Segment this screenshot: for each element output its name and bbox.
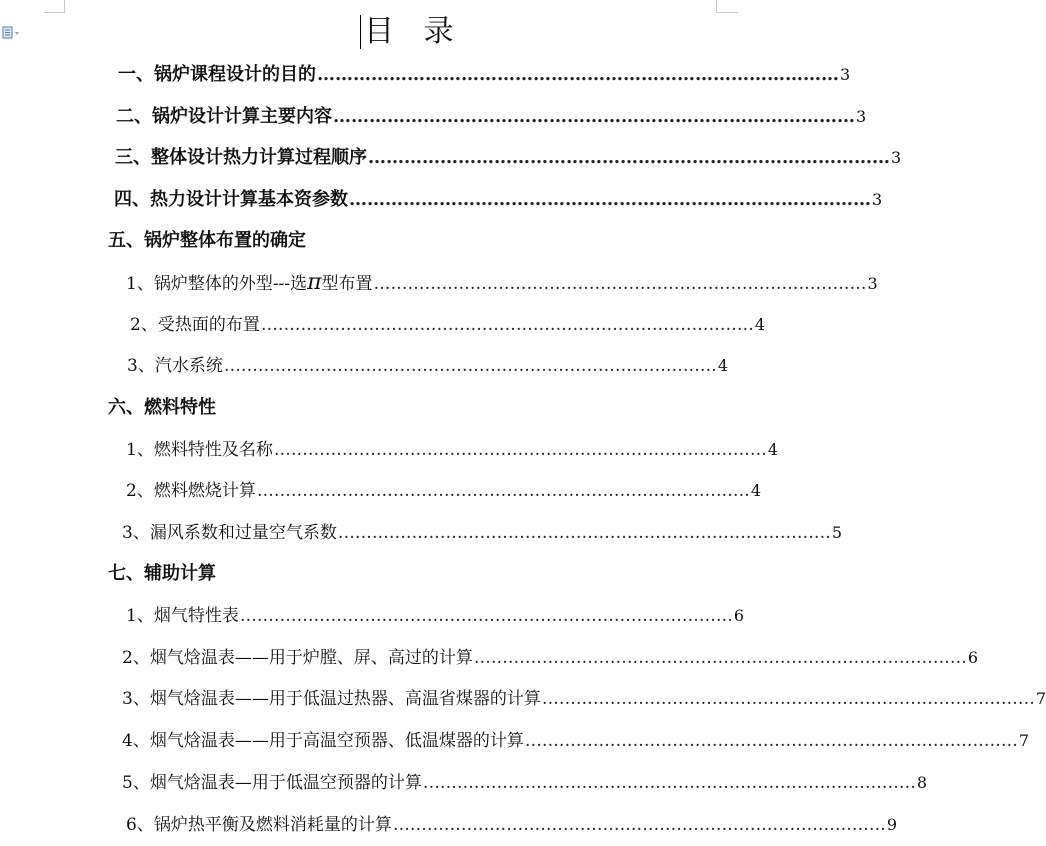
toc-entry-text: 2、烟气焓温表——用于炉膛、屏、高过的计算 <box>122 648 473 668</box>
toc-page-number: 3 <box>867 274 878 293</box>
toc-entry[interactable]: 2、受热面的布置 …………………………………………………………………………… 4 <box>130 312 662 338</box>
toc-page-number: 6 <box>733 606 745 625</box>
text-cursor <box>360 15 361 49</box>
toc-entry-text: 三、整体设计热力计算过程顺序 <box>115 147 367 168</box>
toc-entry-text: 2、燃料燃烧计算 <box>126 481 256 501</box>
toc-entry[interactable]: 1、锅炉整体的外型---选π型布置 …………………………………………………………………………… 3 <box>126 270 878 295</box>
toc-entry[interactable]: 三、整体设计热力计算过程顺序 …………………………………………………………………………… 3 <box>115 145 664 171</box>
toc-entry[interactable]: 3、汽水系统 …………………………………………………………………………… 4 <box>127 353 662 379</box>
toc-entry[interactable]: 4、烟气焓温表——用于高温空预器、低温煤器的计算 …………………………………………………………………………… 7 <box>122 728 664 754</box>
crop-mark-left-vertical <box>64 0 65 12</box>
toc-entry-text: 1、燃料特性及名称 <box>126 440 273 460</box>
toc-page-number: 7 <box>1018 731 1030 750</box>
toc-page-number: 4 <box>754 315 766 334</box>
toc-page-number: 3 <box>891 148 902 167</box>
toc-entry[interactable]: 二、锅炉设计计算主要内容 …………………………………………………………………………… 3 <box>116 104 664 130</box>
toc-entry-text: 1、烟气特性表 <box>126 606 239 626</box>
pi-symbol: π <box>307 270 322 295</box>
toc-entry-text: 3、漏风系数和过量空气系数 <box>122 523 337 543</box>
toc-section-heading[interactable]: 五、锅炉整体布置的确定 <box>108 230 306 251</box>
toc-page-number: 7 <box>1035 689 1046 708</box>
toc-page-number: 3 <box>856 107 867 126</box>
toc-entry[interactable]: 5、烟气焓温表—用于低温空预器的计算 …………………………………………………………………………… 8 <box>122 770 664 796</box>
toc-entry[interactable]: 1、燃料特性及名称 …………………………………………………………………………… 4 <box>126 437 664 463</box>
toc-section-heading[interactable]: 六、燃料特性 <box>108 397 216 418</box>
toc-entry[interactable]: 一、锅炉课程设计的目的 …………………………………………………………………………… 3 <box>118 62 662 88</box>
toc-page-number: 3 <box>840 65 851 84</box>
toc-entry-text: 2、受热面的布置 <box>130 315 260 335</box>
toc-entry[interactable]: 四、热力设计计算基本资参数 …………………………………………………………………………… 3 <box>114 187 664 213</box>
toc-page-number: 8 <box>916 773 928 792</box>
toc-page-number: 6 <box>967 648 979 667</box>
crop-mark-right-vertical <box>716 0 717 12</box>
toc-entry-text: 3、汽水系统 <box>127 356 223 376</box>
toc-entry-text: 4、烟气焓温表——用于高温空预器、低温煤器的计算 <box>122 731 524 751</box>
toc-page-number: 4 <box>750 481 762 500</box>
toc-section-heading[interactable]: 七、辅助计算 <box>108 563 216 584</box>
toc-page-number: 3 <box>872 190 883 209</box>
toc-page-number: 5 <box>831 523 843 542</box>
toc-entry[interactable]: 6、锅炉热平衡及燃料消耗量的计算 …………………………………………………………………………… 9 <box>126 812 664 838</box>
toc-entry[interactable]: 2、烟气焓温表——用于炉膛、屏、高过的计算 …………………………………………………………………………… 6 <box>122 645 664 671</box>
toc-entry-text: 3、烟气焓温表——用于低温过热器、高温省煤器的计算 <box>122 689 541 709</box>
toc-entry-text: 二、锅炉设计计算主要内容 <box>116 106 332 127</box>
crop-mark-right-horizontal <box>716 12 738 13</box>
paste-options-icon[interactable] <box>2 26 20 40</box>
crop-mark-left-horizontal <box>44 12 65 13</box>
toc-page-number: 4 <box>717 356 729 375</box>
toc-entry[interactable]: 3、漏风系数和过量空气系数 …………………………………………………………………………… 5 <box>122 520 664 546</box>
toc-entry[interactable]: 2、燃料燃烧计算 …………………………………………………………………………… 4 <box>126 478 664 504</box>
toc-entry-text: 6、锅炉热平衡及燃料消耗量的计算 <box>126 815 392 835</box>
toc-page-number: 9 <box>886 815 898 834</box>
toc-entry-text: 一、锅炉课程设计的目的 <box>118 64 316 85</box>
toc-entry[interactable]: 1、烟气特性表 …………………………………………………………………………… 6 <box>126 603 664 629</box>
toc-page-number: 4 <box>767 440 779 459</box>
toc-title: 目 录 <box>364 14 464 49</box>
toc-entry-text: 1、锅炉整体的外型---选π型布置 <box>126 270 373 295</box>
toc-entry-text: 四、热力设计计算基本资参数 <box>114 189 348 210</box>
toc-entry[interactable]: 3、烟气焓温表——用于低温过热器、高温省煤器的计算 …………………………………………………………………………… 7 <box>122 686 664 712</box>
toc-entry-text: 5、烟气焓温表—用于低温空预器的计算 <box>122 773 422 793</box>
